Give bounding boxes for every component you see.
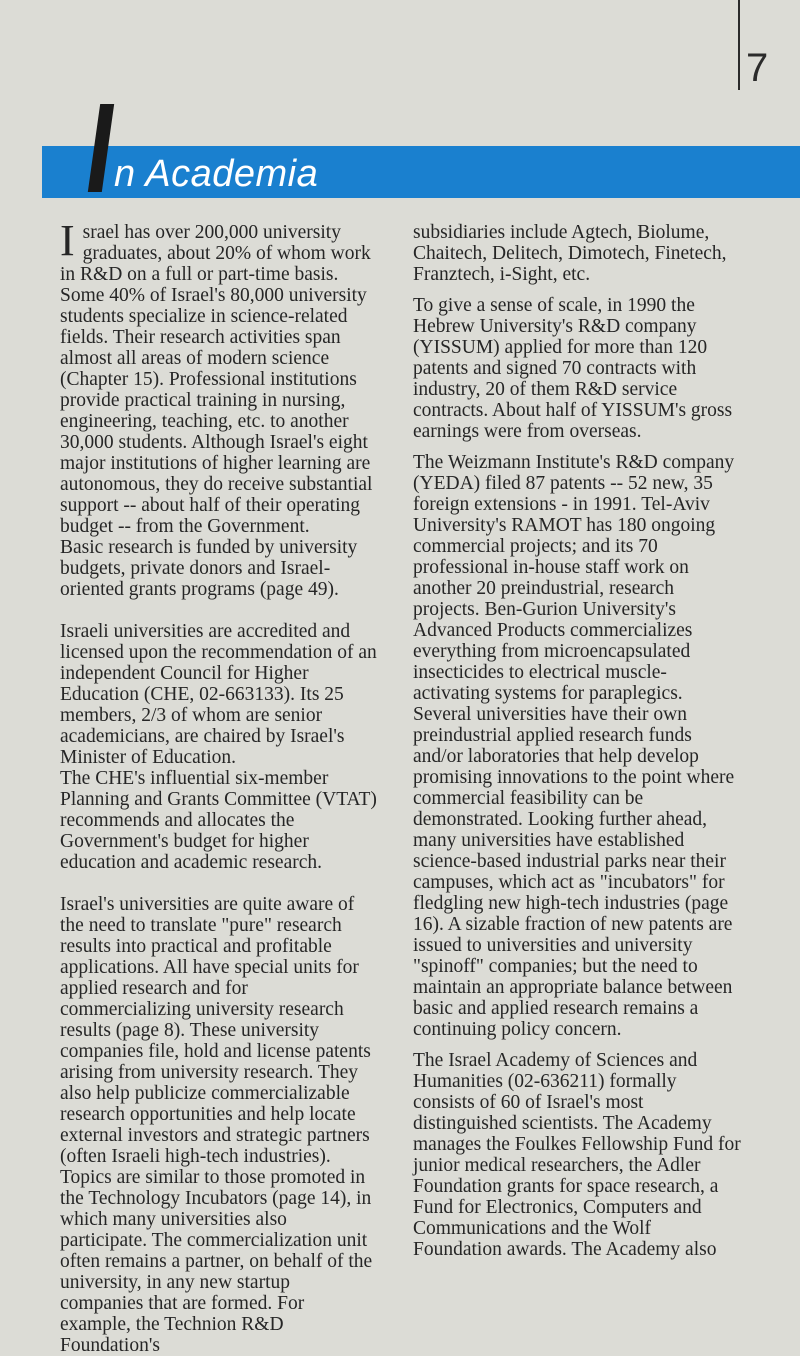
paragraph-subsidiaries: subsidiaries include Agtech, Biolume, Chaitech, Delitech, Dimotech, Finetech, Franztech, i-Sight, etc. — [413, 222, 727, 285]
page-number: 7 — [746, 46, 769, 90]
paragraph-academy: The Israel Academy of Sciences and Humanities (02-636211) formally consists of 60 of Israel's most distinguished scientists. The Academy manages the Foulkes Fellowship Fund for junior medical researchers, the Adler Foundation grants for space research, a Fund for Electronics, Computers and Communications and the Wolf Foundation awards. The Academy also — [413, 1050, 741, 1260]
paragraph-vtat: The CHE's influential six-member Planning and Grants Committee (VTAT) recommends and allocates the Government's budget for higher education and academic research. — [60, 768, 377, 873]
paragraph-accreditation: Israeli universities are accredited and licensed upon the recommendation of an independent Council for Higher Education (CHE, 02-663133). Its 25 members, 2/3 of whom are senior academicians, are chaired by Israel's Minister of Education. — [60, 621, 377, 768]
paragraph-yissum: To give a sense of scale, in 1990 the Hebrew University's R&D company (YISSUM) applied for more than 120 patents and signed 70 contracts with industry, 20 of them R&D service contracts. About half of YISSUM's gross earnings were from overseas. — [413, 295, 733, 442]
drop-cap: I — [60, 216, 75, 265]
left-column — [60, 216, 378, 1356]
paragraph-intro-text: srael has over 200,000 university graduates, about 20% of whom work in R&D on a full or part-time basis. Some 40% of Israel's 80,000 university students specialize in science-related fields. Their research activities span almost all areas of modern science (Chapter 15). Professional institutions provide practical training in nursing, engineering, teaching, etc. to another 30,000 students. Although Israel's eight major institutions of higher learning are autonomous, they do receive substantial support -- about half of their operating budget -- from the Government. — [60, 222, 373, 537]
page-number-rule — [738, 0, 740, 90]
paragraph-commercialization: Israel's universities are quite aware of the need to translate "pure" research results into practical and profitable applications. All have special units for applied research and for commercializing university research results (page 8). These university companies file, hold and license patents arising from university research. They also help publicize commercializable research opportunities and help locate external investors and strategic partners (often Israeli high-tech industries). Topics are similar to those promoted in the Technology Incubators (page 14), in which many universities also participate. The commercialization unit often remains a partner, on behalf of the university, in any new startup companies that are formed. For example, the Technion R&D Foundation's — [60, 894, 373, 1356]
paragraph-preindustrial: Several universities have their own preindustrial applied research funds and/or laboratories that help develop promising innovations to the point where commercial feasibility can be demonstrated. Looking further ahead, many universities have established science-based industrial parks near their campuses, which act as "incubators" for fledgling new high-tech industries (page 16). A sizable fraction of new patents are issued to universities and university "spinoff" companies; but the need to maintain an appropriate balance between basic and applied research remains a continuing policy concern. — [413, 704, 735, 1040]
paragraph-basic-research: Basic research is funded by university budgets, private donors and Israel-oriented grants programs (page 49). — [60, 537, 358, 600]
paragraph-yeda: The Weizmann Institute's R&D company (YEDA) filed 87 patents -- 52 new, 35 foreign extensions - in 1991. Tel-Aviv University's RAMOT has 180 ongoing commercial projects; and its 70 professional in-house staff work on another 20 preindustrial, research projects. Ben-Gurion University's Advanced Products commercializes everything from microencapsulated insecticides to electrical muscle-activating systems for paraplegics. — [413, 452, 735, 704]
right-column — [413, 222, 743, 1260]
paragraph-intro — [60, 216, 378, 537]
section-title: n Academia — [114, 153, 319, 195]
